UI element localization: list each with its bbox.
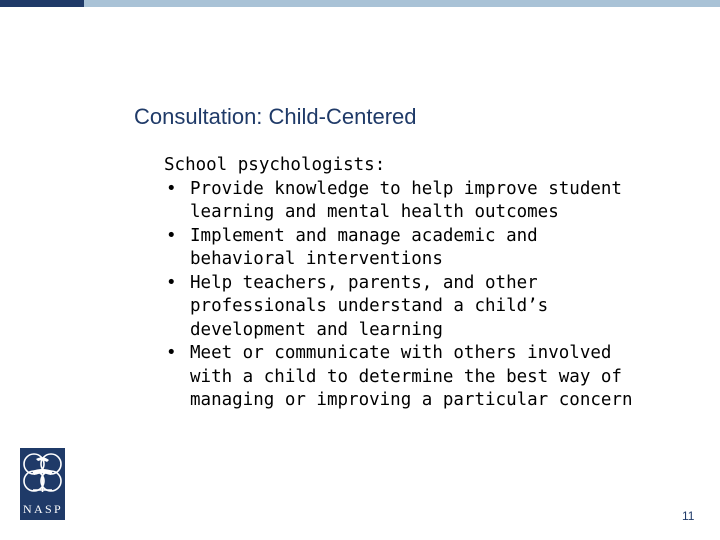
logo-letter: S [45, 502, 52, 516]
slide-content [164, 154, 684, 413]
bullet-line: Provide knowledge to help improve student [190, 178, 622, 199]
logo-letter: N [23, 502, 32, 516]
bullet-dot-icon: • [166, 178, 177, 199]
bullet-line: learning and mental health outcomes [190, 202, 559, 222]
logo-letter: P [54, 502, 61, 516]
bullet-line: behavioral interventions [190, 249, 443, 269]
bullet-line: development and learning [190, 319, 443, 340]
bullet-dot-icon: • [166, 272, 177, 293]
intro-text: School psychologists: [164, 155, 386, 175]
bullet-item-knowledge [164, 178, 684, 225]
bullet-item-interventions [164, 225, 684, 272]
bullet-line: Help teachers, parents, and other [190, 272, 538, 293]
top-accent-bar-light [84, 0, 720, 7]
nasp-logo-icon [20, 448, 65, 520]
nasp-logo-graphic [20, 448, 65, 520]
bullet-dot-icon: • [166, 225, 177, 246]
bullet-list [164, 178, 684, 413]
bullet-line: with a child to determine the best way of [190, 366, 622, 387]
logo-letter: A [34, 502, 43, 516]
top-accent-bar-dark [0, 0, 84, 7]
bullet-line: Meet or communicate with others involved [190, 343, 612, 363]
bullet-item-understanding [164, 272, 684, 343]
bullet-line: Implement and manage academic and [190, 225, 538, 246]
bullet-line: professionals understand a child’s [190, 296, 549, 316]
page-number: 11 [682, 509, 695, 523]
bullet-item-communicate [164, 342, 684, 413]
bullet-dot-icon: • [166, 343, 177, 363]
slide-title: Consultation: Child-Centered [134, 104, 417, 129]
bullet-line: managing or improving a particular concern [190, 390, 633, 410]
